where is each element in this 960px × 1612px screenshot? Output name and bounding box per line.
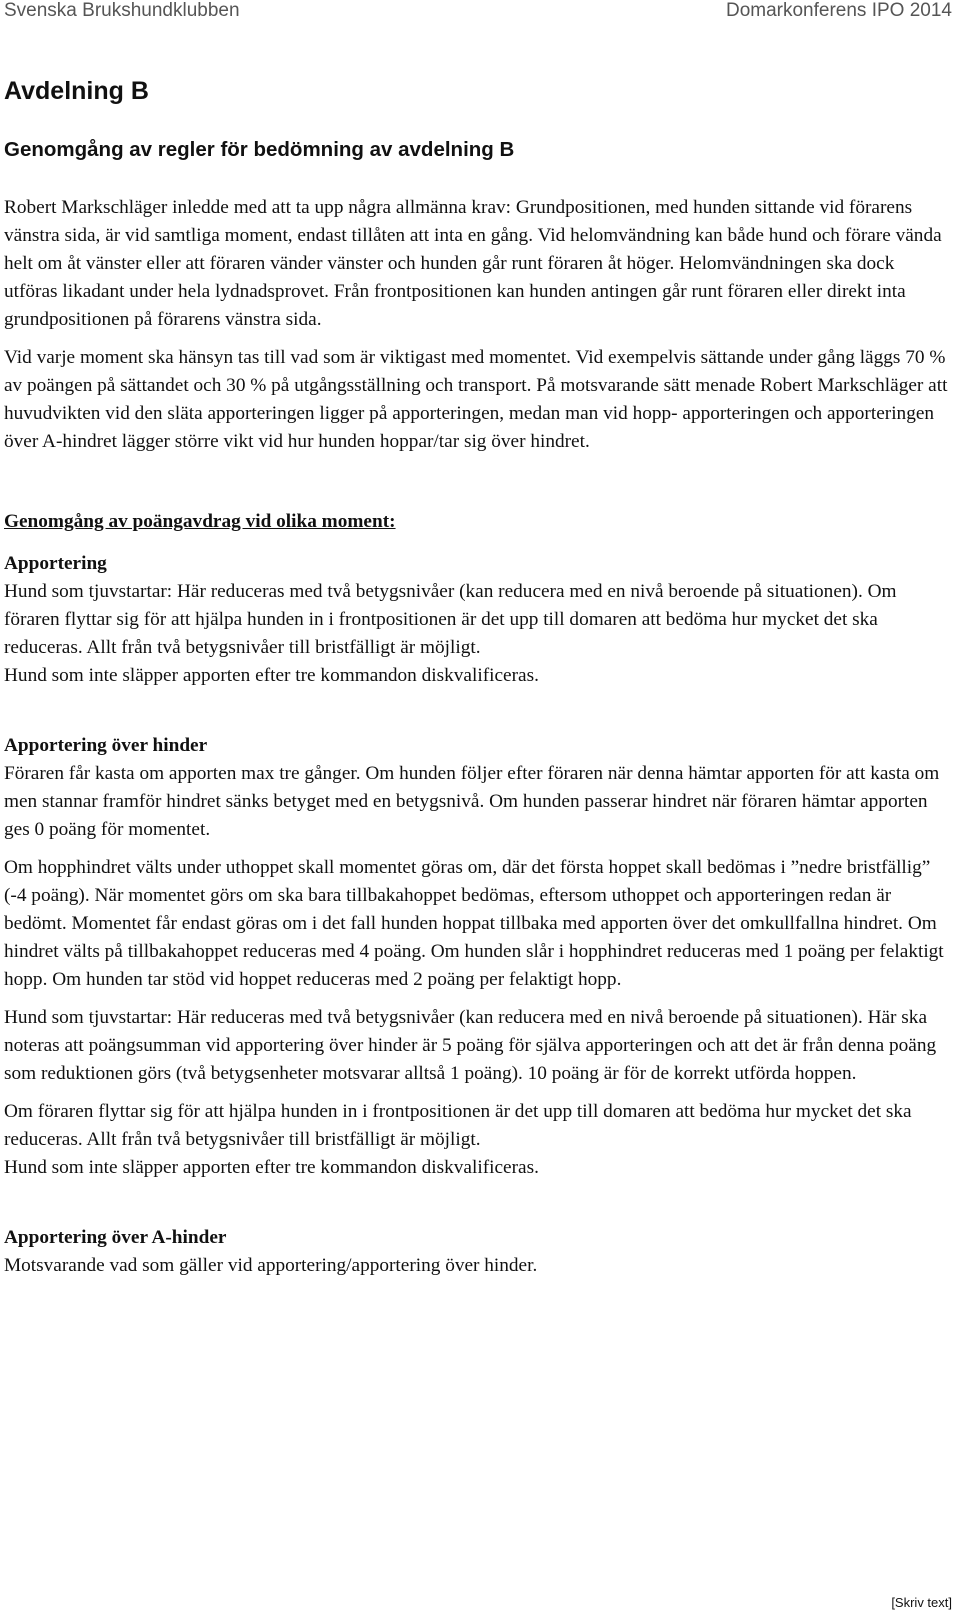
footer-placeholder[interactable]: [Skriv text] (891, 1595, 952, 1610)
subsection-title-apportering-hinder: Apportering över hinder (4, 735, 208, 756)
header-organization: Svenska Brukshundklubben (4, 0, 240, 21)
paragraph: Hund som inte släpper apporten efter tre kommandon diskvalificeras. (4, 665, 539, 686)
document-body (4, 74, 950, 1280)
subsection-title-apportering-a-hinder: Apportering över A-hinder (4, 1227, 227, 1248)
subsection-title-apportering: Apportering (4, 553, 107, 574)
paragraph: Hund som tjuvstartar: Här reduceras med två betygsnivåer (kan reducera med en nivå beroende på situationen). Om föraren flyttar sig för att hjälpa hunden in i frontpositionen är det upp till domaren att bedöma hur mycket det ska reduceras. Allt från två betygsnivåer till bristfälligt är möjligt. (4, 581, 897, 658)
page-title: Avdelning B (4, 77, 149, 105)
page-header (4, 0, 952, 26)
paragraph: Om föraren flyttar sig för att hjälpa hunden in i frontpositionen är det upp till domaren att bedöma hur mycket det ska reduceras. Allt från två betygsnivåer till bristfälligt är möjligt. (4, 1101, 912, 1150)
paragraph: Om hopphindret välts under uthoppet skall momentet göras om, där det första hoppet skall bedömas i ”nedre bristfällig” (-4 poäng). När momentet görs om ska bara tillbakahoppet bedömas, eftersom uthoppet och apporteringen redan är bedömt. Momentet får endast göras om i det fall hunden hoppat tillbaka med apporten över det omkullfallna hindret. Om hindret välts på tillbakahoppet reduceras med 4 poäng. Om hunden slår i hopphindret reduceras med 1 poäng per felaktigt hopp. Om hunden tar stöd vid hoppet reduceras med 2 poäng per felaktigt hopp. (4, 857, 944, 990)
intro-paragraph: Robert Markschläger inledde med att ta upp några allmänna krav: Grundpositionen, med hunden sittande vid förarens vänstra sida, är vid samtliga moment, endast tillåten att inta en gång. Vid helomvändning kan både hund och förare vända helt om åt vänster eller att föraren vänder vänster och hunden går runt föraren åt höger. Helomvändningen ska dock utföras likadant under hela lydnadsprovet. Från frontpositionen kan hunden antingen går runt föraren eller direkt inta grundpositionen på förarens vänstra sida. (4, 197, 942, 330)
paragraph: Motsvarande vad som gäller vid apportering/apportering över hinder. (4, 1255, 538, 1276)
paragraph: Hund som tjuvstartar: Här reduceras med två betygsnivåer (kan reducera med en nivå beroende på situationen). Här ska noteras att poängsumman vid apportering över hinder är 5 poäng för själva apporteringen och att det är från denna poäng som reduktionen görs (två betygsenheter motsvarar alltså 1 poäng). 10 poäng är för de korrekt utförda hoppen. (4, 1007, 937, 1084)
paragraph: Hund som inte släpper apporten efter tre kommandon diskvalificeras. (4, 1157, 539, 1178)
intro-paragraph: Vid varje moment ska hänsyn tas till vad som är viktigast med momentet. Vid exempelvis sättande under gång läggs 70 % av poängen på sättandet och 30 % på utgångsställning och transport. På motsvarande sätt menade Robert Markschläger att huvudvikten vid den släta apporteringen ligger på apporteringen, medan man vid hopp- apporteringen och apporteringen över A-hindret lägger större vikt vid hur hunden hoppar/tar sig över hindret. (4, 347, 948, 452)
section-heading: Genomgång av poängavdrag vid olika moment: (4, 511, 396, 532)
page-subtitle: Genomgång av regler för bedömning av avdelning B (4, 138, 515, 161)
header-conference: Domarkonferens IPO 2014 (725, 0, 952, 21)
paragraph: Föraren får kasta om apporten max tre gånger. Om hunden följer efter föraren när denna hämtar apporten för att kasta om men stannar framför hindret sänks betyget med en betygsnivå. Om hunden passerar hindret när föraren hämtar apporten ges 0 poäng för momentet. (4, 763, 940, 840)
